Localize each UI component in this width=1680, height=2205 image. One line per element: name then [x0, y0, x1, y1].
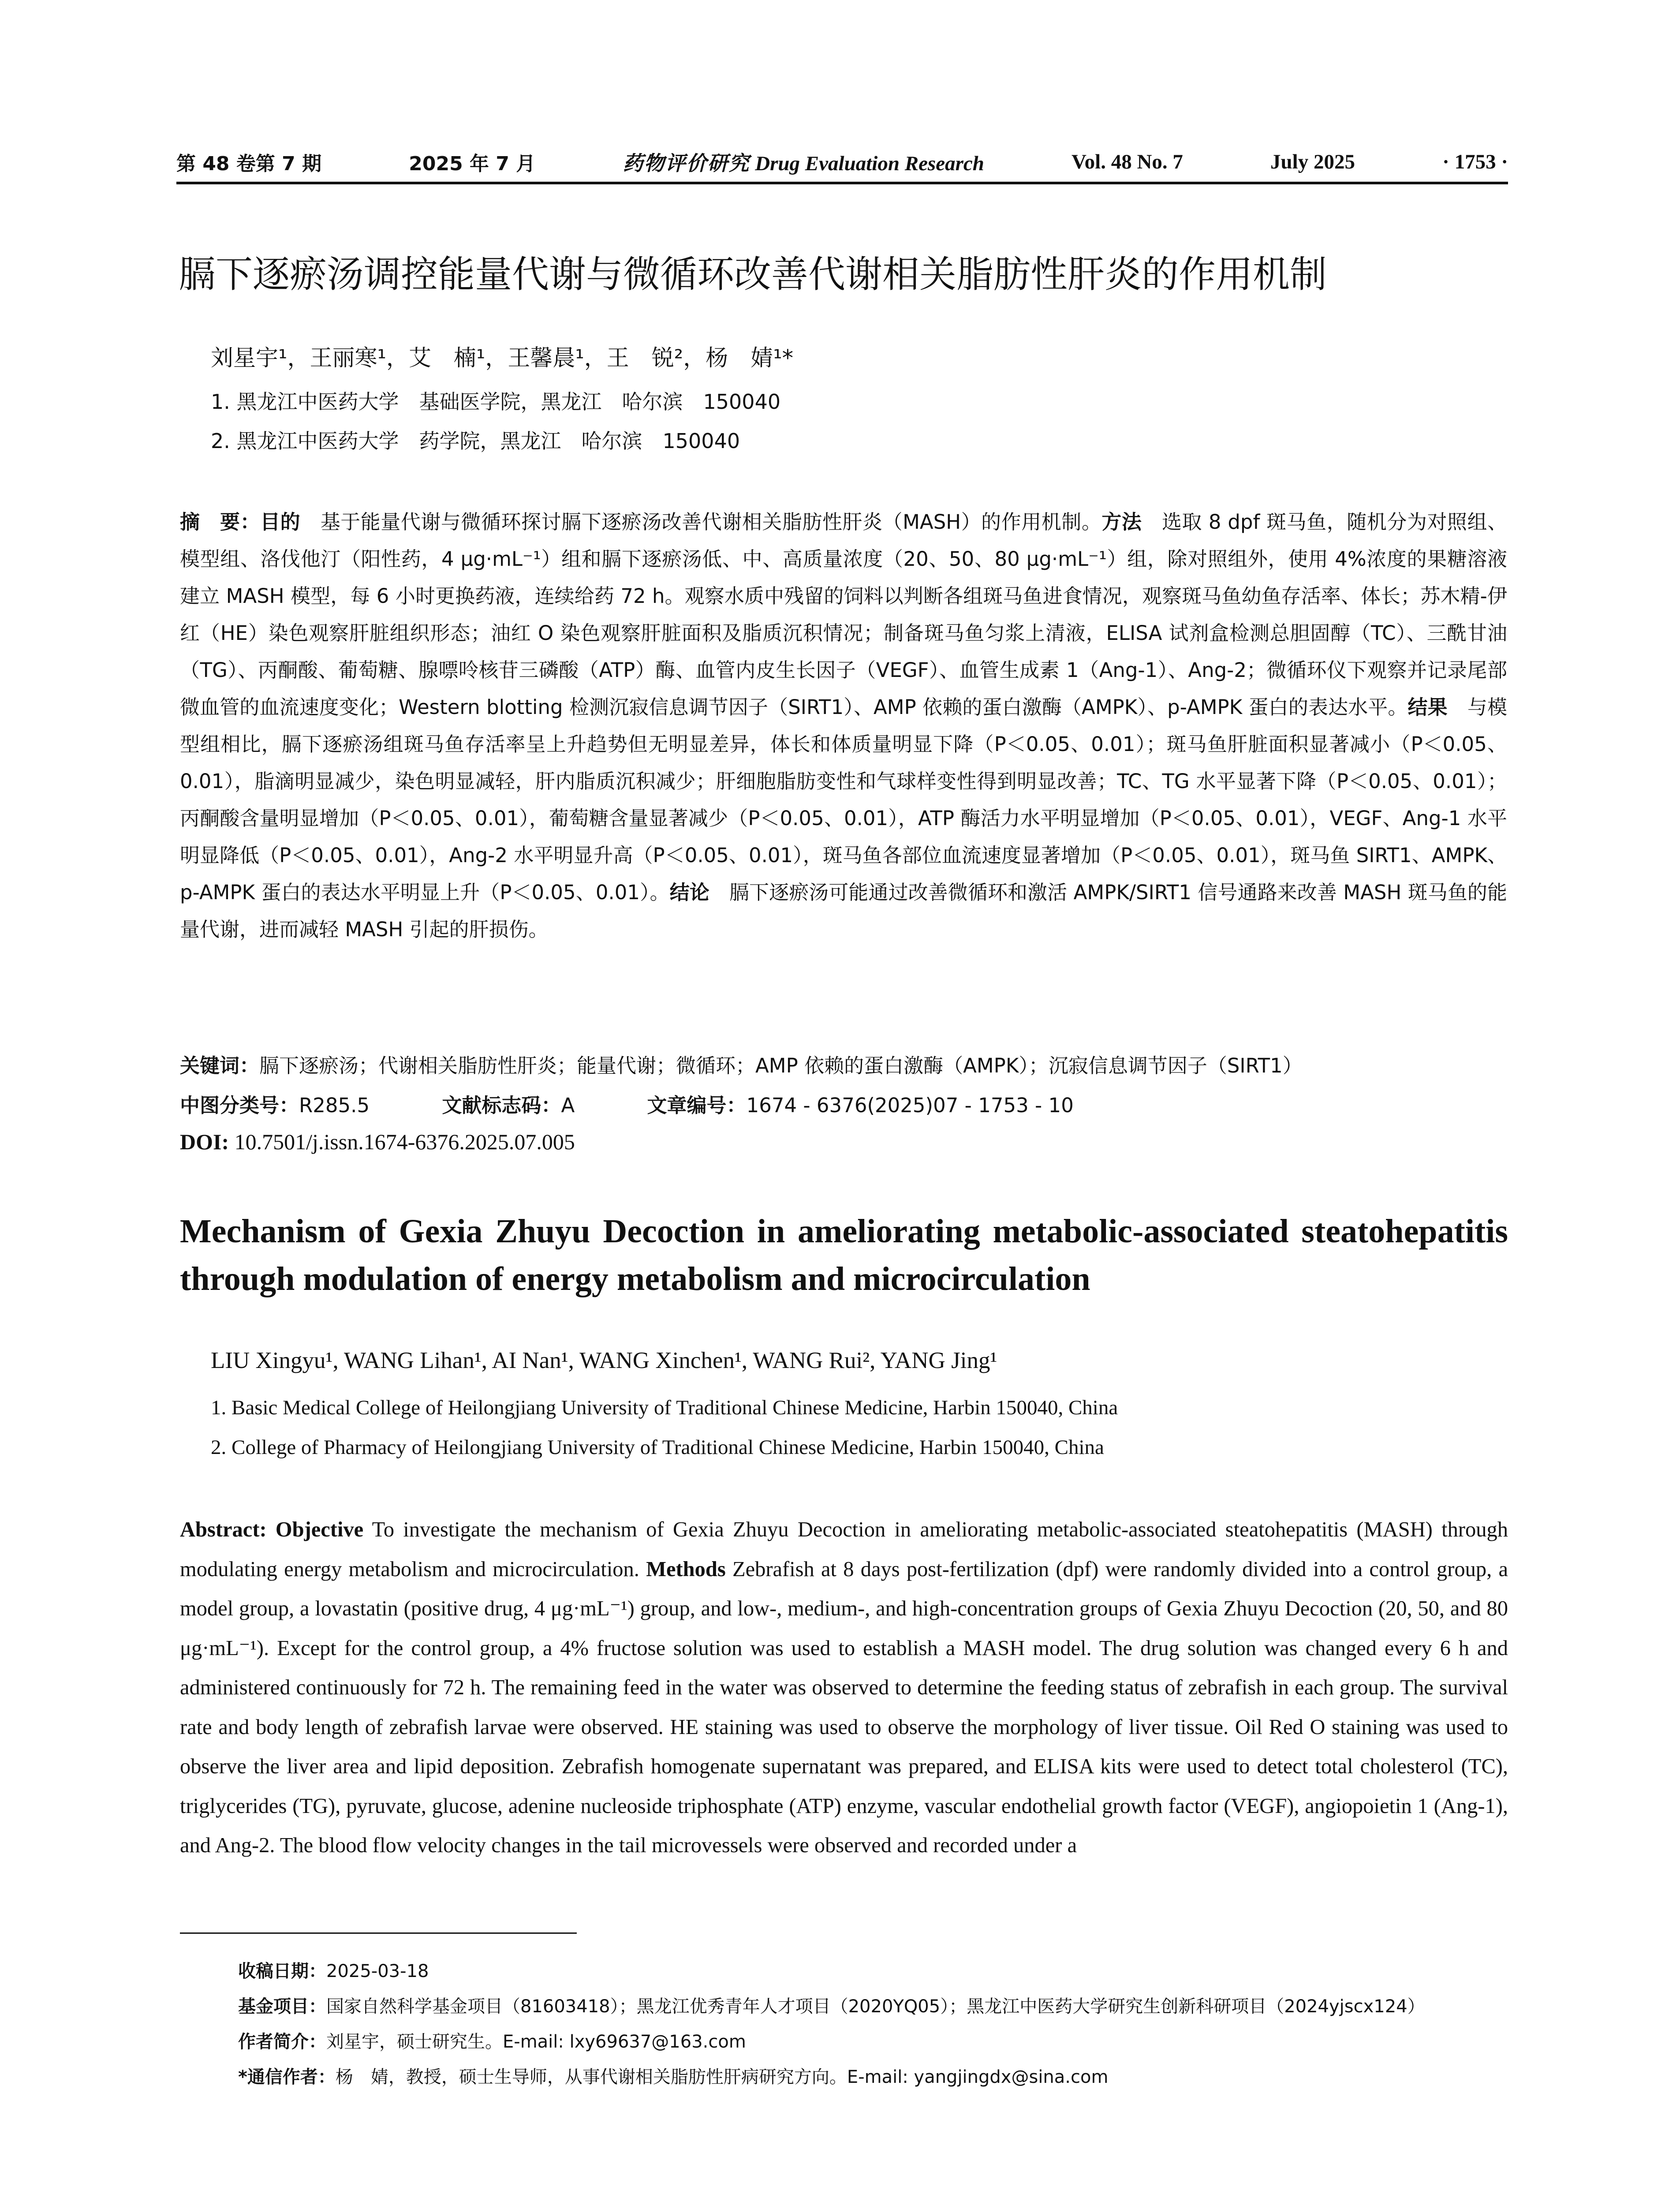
article-no-group [647, 1094, 1074, 1117]
cn-affiliation-1: 1. 黑龙江中医药大学 基础医学院，黑龙江 哈尔滨 150040 [211, 390, 781, 414]
en-objective-text: To investigate the mechanism of Gexia Zhuyu Decoction in ameliorating metabolic-associated steatohepatitis (MASH) through modulating energy metabolism and microcirculation. [180, 1518, 1508, 1581]
received-date: 2025-03-18 [326, 1961, 429, 1981]
running-header [176, 142, 1508, 184]
en-methods-text: Zebrafish at 8 days post-fertilization (dpf) were randomly divided into a control group, a model group, a lovastatin (positive drug, 4 μg·mL⁻¹) group, and low-, medium-, and high-concentration groups of Gexia Zhuyu Decoction (20, 50, and 80 μg·mL⁻¹). Except for the control group, a 4% fructose solution was used to establish a MASH model. The drug solution was changed every 6 h and administered continuously for 72 h. The remaining feed in the water was observed to determine the feeding status of zebrafish in each group. The survival rate and body length of zebrafish larvae were observed. HE staining was used to observe the morphology of liver tissue. Oil Red O staining was used to observe the liver area and lipid deposition. Zebrafish homogenate supernatant was prepared, and ELISA kits were used to detect total cholesterol (TC), triglycerides (TG), pyruvate, glucose, adenine nucleoside triphosphate (ATP) enzyme, vascular endothelial growth factor (VEGF), angiopoietin 1 (Ang-1), and Ang-2. The blood flow velocity changes in the tail microvessels were observed and recorded under a [180, 1557, 1508, 1857]
journal-en-title: Drug Evaluation Research [755, 152, 984, 175]
en-affiliation-1: 1. Basic Medical College of Heilongjiang University of Traditional Chinese Medicine, Harbin 150040, China [211, 1396, 1118, 1419]
bio-label: 作者简介： [238, 2032, 326, 2052]
footnote-received [238, 1957, 429, 1982]
cn-conclusion-text: 膈下逐瘀汤可能通过改善微循环和激活 AMPK/SIRT1 信号通路来改善 MASH 斑马鱼的能量代谢，进而减轻 MASH 引起的肝损伤。 [180, 881, 1507, 941]
cn-conclusion-label: 结论 [669, 881, 709, 904]
cn-abstract-label: 摘 要： [180, 510, 261, 534]
corr-text: 杨 婧，教授，硕士生导师，从事代谢相关脂肪性肝病研究方向。E-mail: yangjingdx@sina.com [335, 2067, 1109, 2087]
footnote-author-bio [238, 2028, 746, 2053]
cn-results-text: 与模型组相比，膈下逐瘀汤组斑马鱼存活率呈上升趋势但无明显差异，体长和体质量明显下降（P＜0.05、0.01）；斑马鱼肝脏面积显著减小（P＜0.05、0.01），脂滴明显减少，染色明显减轻，肝内脂质沉积减少；肝细胞脂肪变性和气球样变性得到明显改善；TC、TG 水平显著下降（P＜0.05、0.01）；丙酮酸含量明显增加（P＜0.05、0.01），葡萄糖含量显著减少（P＜0.05、0.01），ATP 酶活力水平明显增加（P＜0.05、0.01），VEGF、Ang-1 水平明显降低（P＜0.05、0.01），Ang-2 水平明显升高（P＜0.05、0.01），斑马鱼各部位血流速度显著增加（P＜0.05、0.01），斑马鱼 SIRT1、AMPK、p-AMPK 蛋白的表达水平明显上升（P＜0.05、0.01）。 [180, 695, 1507, 904]
footnote-corresponding [238, 2063, 1108, 2088]
en-affiliation-2: 2. College of Pharmacy of Heilongjiang University of Traditional Chinese Medicine, Harbin 150040, China [211, 1436, 1104, 1459]
cn-keywords [180, 1050, 1507, 1078]
bio-text: 刘星宇，硕士研究生。E-mail: lxy69637@163.com [326, 2032, 746, 2052]
cn-methods-label: 方法 [1101, 510, 1142, 534]
header-issue-cn: 第 48 卷第 7 期 [176, 153, 322, 175]
cn-keywords-label: 关键词： [180, 1054, 260, 1077]
fund-text: 国家自然科学基金项目（81603418）；黑龙江优秀青年人才项目（2020YQ05）；黑龙江中医药大学研究生创新科研项目（2024yjscx124） [326, 1996, 1425, 2017]
footnote-fund [238, 1992, 1425, 2018]
cn-objective-label: 目的 [260, 510, 301, 534]
header-date-cn: 2025 年 7 月 [409, 153, 536, 175]
cn-classification [180, 1089, 1507, 1118]
cn-keywords-text: 膈下逐瘀汤；代谢相关脂肪性肝炎；能量代谢；微循环；AMP 依赖的蛋白激酶（AMPK）；沉寂信息调节因子（SIRT1） [259, 1054, 1303, 1077]
clc-label: 中图分类号： [180, 1094, 299, 1117]
en-authors: LIU Xingyu¹, WANG Lihan¹, AI Nan¹, WANG Xinchen¹, WANG Rui², YANG Jing¹ [211, 1348, 997, 1373]
article-no-label: 文章编号： [647, 1094, 747, 1117]
doi-line [180, 1129, 1507, 1155]
corr-label: *通信作者： [238, 2067, 336, 2087]
doc-code-label: 文献标志码： [442, 1094, 561, 1117]
fund-label: 基金项目： [238, 1996, 326, 2017]
article-no-value: 1674 - 6376(2025)07 - 1753 - 10 [746, 1094, 1074, 1117]
header-date-en: July 2025 [1270, 150, 1355, 173]
cn-results-label: 结果 [1407, 695, 1448, 719]
doi-label: DOI: [180, 1129, 229, 1154]
header-issue-en: Vol. 48 No. 7 [1071, 150, 1183, 173]
en-abstract [180, 1510, 1508, 1865]
clc-value: R285.5 [299, 1094, 370, 1117]
cn-methods-text: 选取 8 dpf 斑马鱼，随机分为对照组、模型组、洛伐他汀（阳性药，4 μg·mL⁻¹）组和膈下逐瘀汤低、中、高质量浓度（20、50、80 μg·mL⁻¹）组，除对照组外，使用 4%浓度的果糖溶液建立 MASH 模型，每 6 小时更换药液，连续给药 72 h。观察水质中残留的饲料以判断各组斑马鱼进食情况，观察斑马鱼幼鱼存活率、体长；苏木精-伊红（HE）染色观察肝脏组织形态；油红 O 染色观察肝脏面积及脂质沉积情况；制备斑马鱼匀浆上清液，ELISA 试剂盒检测总胆固醇（TC）、三酰甘油（TG）、丙酮酸、葡萄糖、腺嘌呤核苷三磷酸（ATP）酶、血管内皮生长因子（VEGF）、血管生成素 1（Ang-1）、Ang-2；微循环仪下观察并记录尾部微血管的血流速度变化；Western blotting 检测沉寂信息调节因子（SIRT1）、AMP 依赖的蛋白激酶（AMPK）、p-AMPK 蛋白的表达水平。 [180, 510, 1507, 719]
header-journal [623, 147, 984, 176]
clc-group [180, 1094, 370, 1117]
doi-link[interactable]: 10.7501/j.issn.1674-6376.2025.07.005 [229, 1129, 575, 1154]
cn-objective-text: 基于能量代谢与微循环探讨膈下逐瘀汤改善代谢相关脂肪性肝炎（MASH）的作用机制。 [300, 510, 1102, 534]
cn-abstract [180, 504, 1507, 948]
en-title: Mechanism of Gexia Zhuyu Decoction in ameliorating metabolic-associated steatohepatitis through modulation of energy metabolism and microcirculation [180, 1213, 1508, 1297]
footnote-divider [180, 1932, 577, 1934]
doc-code-group [442, 1094, 575, 1117]
en-abstract-label: Abstract: [180, 1518, 267, 1541]
journal-calligraphy-title: 药物评价研究 [623, 151, 750, 175]
en-objective-label: Objective [266, 1518, 364, 1541]
en-methods-label: Methods [646, 1557, 726, 1581]
cn-affiliation-2: 2. 黑龙江中医药大学 药学院，黑龙江 哈尔滨 150040 [211, 429, 740, 453]
cn-title: 膈下逐瘀汤调控能量代谢与微循环改善代谢相关脂肪性肝炎的作用机制 [179, 253, 1327, 296]
cn-authors: 刘星宇¹，王丽寒¹，艾 楠¹，王馨晨¹，王 锐²，杨 婧¹* [211, 345, 794, 371]
doc-code-value: A [561, 1094, 575, 1117]
page-number: · 1753 · [1442, 150, 1508, 173]
received-label: 收稿日期： [238, 1961, 326, 1981]
